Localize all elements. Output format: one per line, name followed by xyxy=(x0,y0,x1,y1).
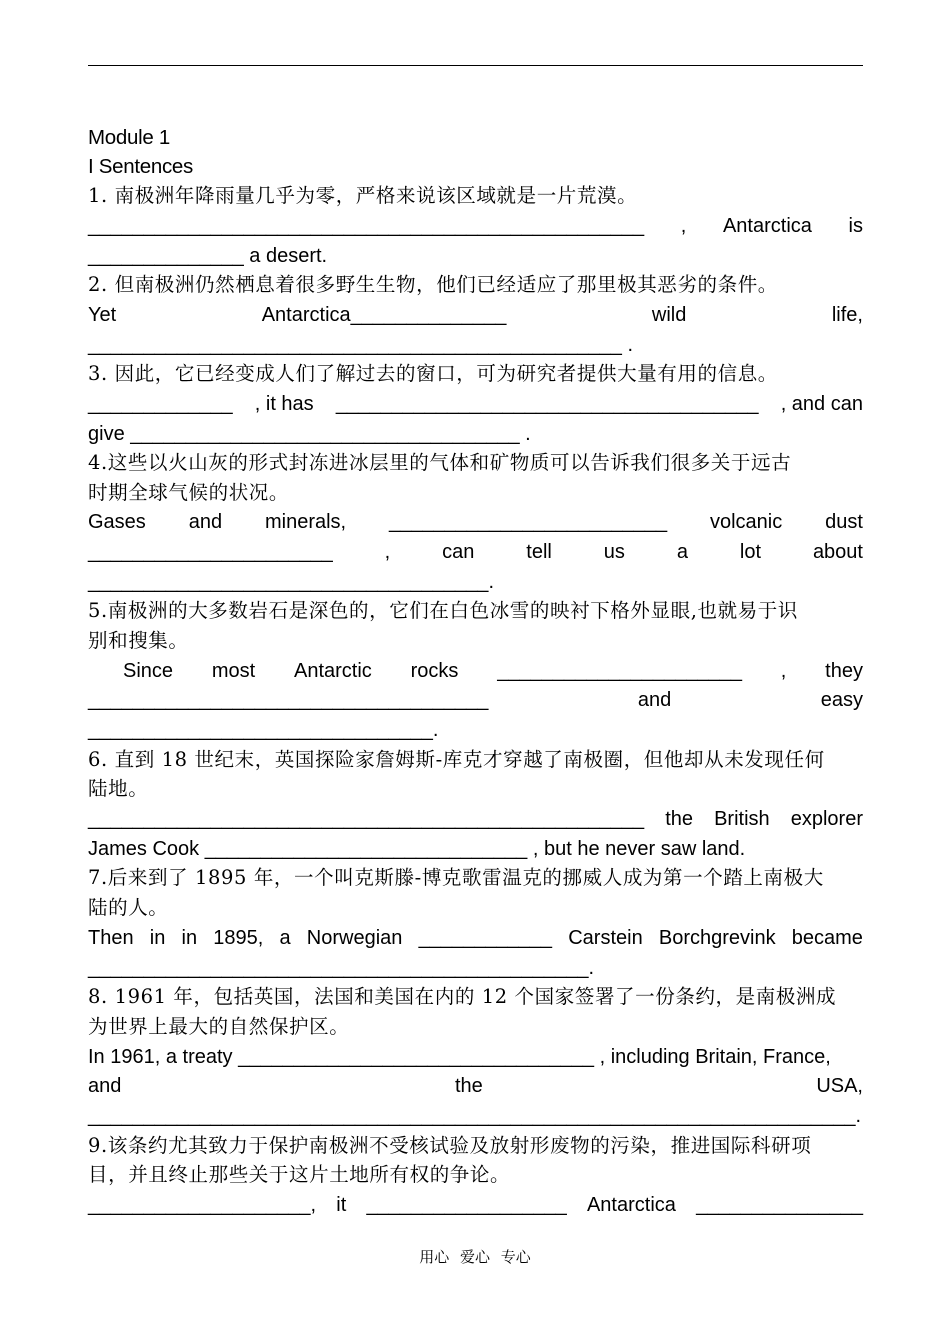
page-footer: 用心 爱心 专心 xyxy=(419,1248,531,1266)
q8-chinese-1: 8. 1961 年，包括英国，法国和美国在内的 12 个国家签署了一份条约，是南极洲成 xyxy=(88,985,837,1008)
q3-line2: give ___________________________________ . xyxy=(88,423,531,445)
q8-chinese-2: 为世界上最大的自然保护区。 xyxy=(88,1015,350,1038)
q6-line2: James Cook _____________________________ , but he never saw land. xyxy=(88,838,746,860)
q2-line1: Yet Antarctica______________ wild life, xyxy=(88,304,863,326)
q4-chinese-2: 时期全球气候的状况。 xyxy=(88,481,290,504)
blank: ___________________________________ xyxy=(130,423,520,445)
module-title: Module 1 xyxy=(88,126,170,149)
blank: _______________ xyxy=(696,1194,863,1216)
q1-chinese: 1. 南极洲年降雨量几乎为零，严格来说该区域就是一片荒漠。 xyxy=(88,184,638,207)
blank: __________________________________________________ xyxy=(88,215,645,237)
blank: ________________________________ xyxy=(238,1046,595,1068)
blank: __________________ xyxy=(366,1194,567,1216)
q5-line2: ____________________________________ and easy xyxy=(88,686,863,714)
q5-chinese-2: 别和搜集。 xyxy=(88,629,189,652)
q7-chinese-2: 陆的人。 xyxy=(88,896,169,919)
blank: ______________________ xyxy=(88,541,333,563)
q4-line1: Gases and minerals, _________________________ volcanic dust xyxy=(88,508,863,536)
q3-line1: _____________ , it has ______________________________________ , and can xyxy=(88,390,863,418)
q1-line1: __________________________________________________ , Antarctica is xyxy=(88,212,863,240)
q7-line2: _____________________________________________. xyxy=(88,957,595,979)
q5-line1: Since most Antarctic rocks ______________________ , they xyxy=(123,657,863,685)
q9-chinese-2: 目，并且终止那些关于这片土地所有权的争论。 xyxy=(88,1163,511,1186)
q6-chinese-2: 陆地。 xyxy=(88,777,149,800)
blank: ____________ xyxy=(418,927,553,949)
q8-line1: In 1961, a treaty ________________________________ , including Britain, France, xyxy=(88,1046,831,1068)
blank: ____________________________________ xyxy=(88,689,489,711)
q8-line3: _____________________________________________________________________. xyxy=(88,1105,862,1127)
q6-chinese-1: 6. 直到 18 世纪末，英国探险家詹姆斯-库克才穿越了南极圈，但他却从未发现任何 xyxy=(88,748,825,771)
blank: _____________________________________________________________________ xyxy=(88,1105,856,1127)
blank: _____________________________ xyxy=(204,838,528,860)
header-rule xyxy=(88,65,863,66)
q7-line1: Then in in 1895, a Norwegian ____________ Carstein Borchgrevink became xyxy=(88,924,863,952)
q5-chinese-1: 5.南极洲的大多数岩石是深色的，它们在白色冰雪的映衬下格外显眼,也就易于识 xyxy=(88,599,799,622)
blank: __________________________________________________ xyxy=(88,808,645,830)
q4-line2: ______________________ , can tell us a lot about xyxy=(88,538,863,566)
blank: ____________________________________ xyxy=(88,571,489,593)
blank: ______________________ xyxy=(497,660,742,682)
blank: _____________________________________________ xyxy=(88,957,589,979)
q9-line1: ____________________, it __________________ Antarctica _______________ xyxy=(88,1191,863,1219)
q7-chinese-1: 7.后来到了 1895 年，一个叫克斯滕-博克歌雷温克的挪威人成为第一个踏上南极大 xyxy=(88,866,824,889)
section-title: I Sentences xyxy=(88,155,193,178)
blank: _____________ xyxy=(88,393,233,415)
q8-line2: and the USA, xyxy=(88,1075,863,1097)
q3-chinese: 3. 因此，它已经变成人们了解过去的窗口，可为研究者提供大量有用的信息。 xyxy=(88,362,778,385)
q1-line2: ______________ a desert. xyxy=(88,245,328,267)
q6-line1: __________________________________________________ the British explorer xyxy=(88,805,863,833)
blank: ______________________________________ xyxy=(335,393,759,415)
blank: _______________________________ xyxy=(88,719,433,741)
q2-line2: ________________________________________________ . xyxy=(88,334,634,356)
q2-chinese: 2. 但南极洲仍然栖息着很多野生生物，他们已经适应了那里极其恶劣的条件。 xyxy=(88,273,778,296)
blank: ______________ xyxy=(88,245,244,267)
q4-line3: ____________________________________. xyxy=(88,571,494,593)
q5-line3: _______________________________. xyxy=(88,719,439,741)
blank: _________________________ xyxy=(389,511,668,533)
q9-chinese-1: 9.该条约尤其致力于保护南极洲不受核试验及放射形废物的污染，推进国际科研项 xyxy=(88,1134,812,1157)
q4-chinese-1: 4.这些以火山灰的形式封冻进冰层里的气体和矿物质可以告诉我们很多关于远古 xyxy=(88,451,792,474)
blank: ________________________________________________ xyxy=(88,334,622,356)
blank: ____________________, xyxy=(88,1194,317,1216)
